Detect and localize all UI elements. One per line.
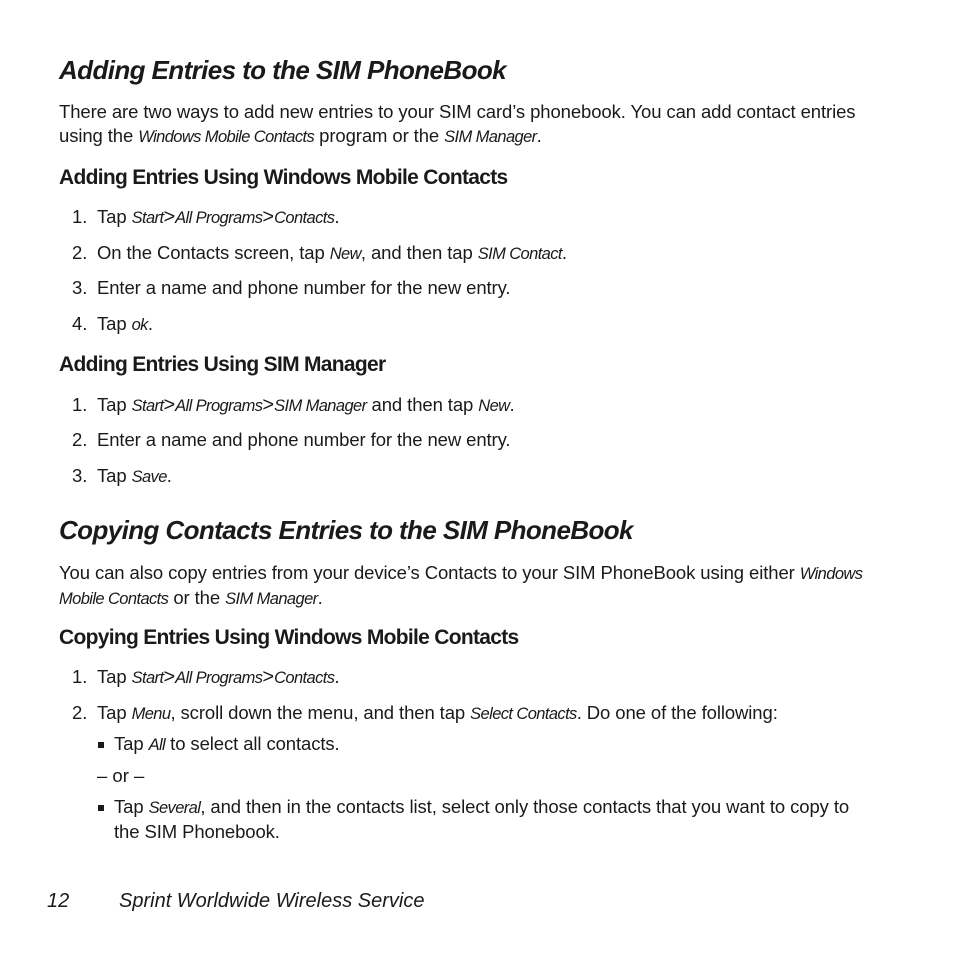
step-1: 1. Tap Start>All Programs>SIM Manager and then tap New.	[72, 394, 515, 416]
section-title-adding-entries: Adding Entries to the SIM PhoneBook	[59, 55, 507, 85]
ui-term: SIM Manager	[444, 128, 537, 146]
step-2: 2. On the Contacts screen, tap New, and then tap SIM Contact.	[72, 242, 567, 263]
section-intro-adding-entries: There are two ways to add new entries to your SIM card’s phonebook. You can add contact entries using the Windows Mobile Contacts program or the SIM Manager.	[59, 101, 856, 146]
step-3: 3. Enter a name and phone number for the new entry.	[72, 277, 511, 298]
subheading-wm-contacts: Adding Entries Using Windows Mobile Contacts	[59, 166, 508, 189]
bullet-item: Tap All to select all contacts.	[97, 732, 867, 757]
section-title-copying-contacts: Copying Contacts Entries to the SIM PhoneBook	[59, 515, 633, 545]
subheading-copying-wm-contacts: Copying Entries Using Windows Mobile Contacts	[59, 626, 519, 649]
bullet-square-icon	[98, 805, 104, 811]
step-1: 1. Tap Start>All Programs>Contacts.	[72, 666, 340, 688]
step-3: 3. Tap Save.	[72, 465, 172, 486]
ui-term: Windows Mobile Contacts	[138, 128, 315, 146]
bullet-item: Tap Several, and then in the contacts list, select only those contacts that you want to copy to the SIM Phonebook.	[97, 795, 867, 844]
section-intro-copying-contacts: You can also copy entries from your device’s Contacts to your SIM PhoneBook using either Windows Mobile Contacts or the SIM Manager.	[59, 562, 863, 608]
or-separator: – or –	[97, 765, 145, 786]
bullet-square-icon	[98, 742, 104, 748]
step-1: 1. Tap Start>All Programs>Contacts.	[72, 206, 340, 228]
footer-title: Sprint Worldwide Wireless Service	[119, 890, 425, 912]
step-2: 2. Enter a name and phone number for the new entry.	[72, 429, 511, 450]
page-number: 12	[47, 890, 70, 912]
step-4: 4. Tap ok.	[72, 313, 153, 334]
subheading-sim-manager: Adding Entries Using SIM Manager	[59, 353, 386, 376]
step-2: 2. Tap Menu, scroll down the menu, and then tap Select Contacts. Do one of the following:	[72, 702, 778, 723]
